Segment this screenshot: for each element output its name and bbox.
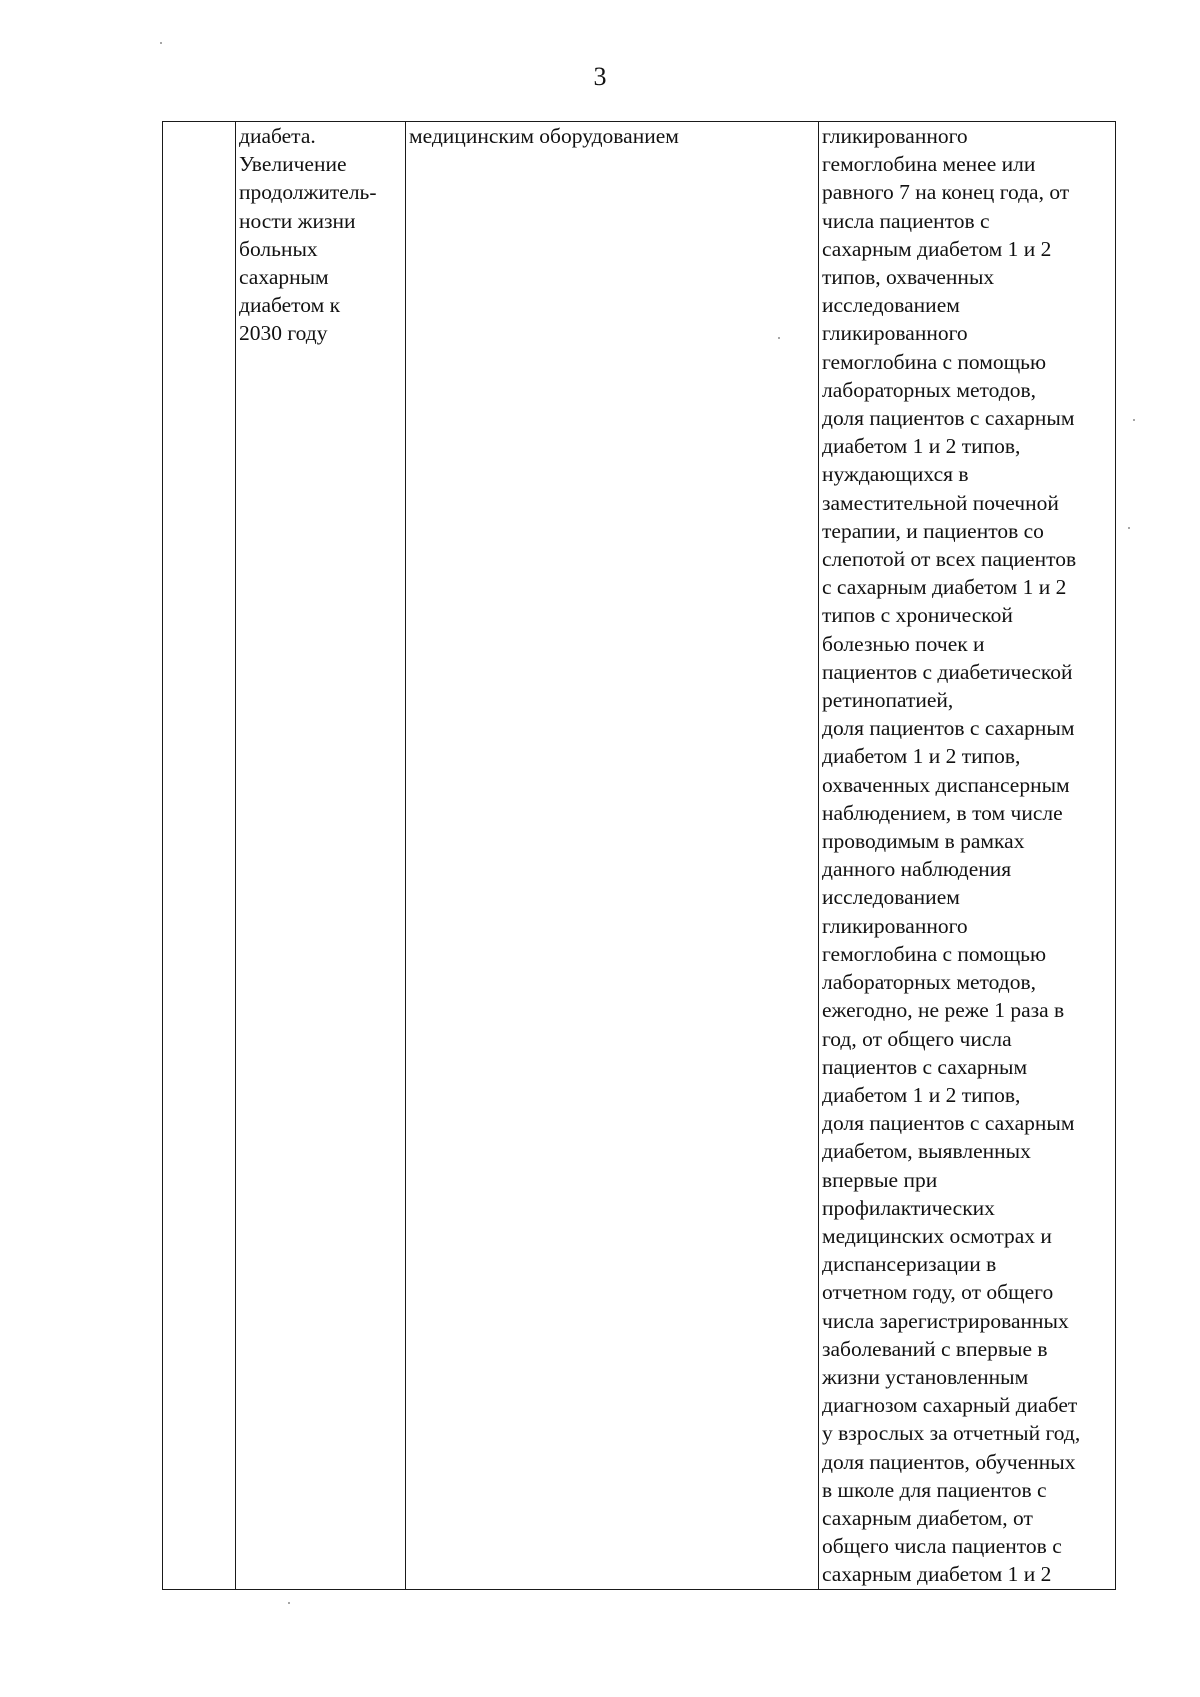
scan-speck [160, 42, 162, 44]
cell-text-measures: медицинским оборудованием [409, 124, 679, 148]
cell-text-goal: диабета. Увеличение продолжитель- ности жизни больных сахарным диабетом к 2030 году [239, 124, 377, 346]
table-row [163, 122, 1116, 1590]
page-number: 3 [593, 62, 607, 91]
table-cell-goal [236, 122, 406, 1590]
table-cell-indicators [819, 122, 1116, 1590]
scan-speck [1128, 527, 1130, 529]
scan-speck [778, 337, 780, 339]
scan-speck [1133, 419, 1135, 421]
scan-speck [288, 1602, 290, 1604]
table-cell-measures [406, 122, 819, 1590]
document-table [162, 121, 1116, 1590]
cell-text-indicators: гликированного гемоглобина менее или равного 7 на конец года, от числа пациентов с сахарным диабетом 1 и 2 типов, охваченных исследованием гликированного гемоглобина с помощью лабораторных методов, доля пациентов с сахарным диабетом 1 и 2 типов, нуждающихся в заместительной почечной терапии, и пациентов со слепотой от всех пациентов с сахарным диабетом 1 и 2 типов с хронической болезнью почек и пациентов с диабетической ретинопатией, доля пациентов с сахарным диабетом 1 и 2 типов, охваченных диспансерным наблюдением, в том числе проводимым в рамках данного наблюдения исследованием гликированного гемоглобина с помощью лабораторных методов, ежегодно, не реже 1 раза в год, от общего числа пациентов с сахарным диабетом 1 и 2 типов, доля пациентов с сахарным диабетом, выявленных впервые при профилактических медицинских осмотрах и диспансеризации в отчетном году, от общего числа зарегистрированных заболеваний с впервые в жизни установленным диагнозом сахарный диабет у взрослых за отчетный год, доля пациентов, обученных в школе для пациентов с сахарным диабетом, от общего числа пациентов с сахарным диабетом 1 и 2 [822, 124, 1081, 1587]
table-cell-number [163, 122, 236, 1590]
